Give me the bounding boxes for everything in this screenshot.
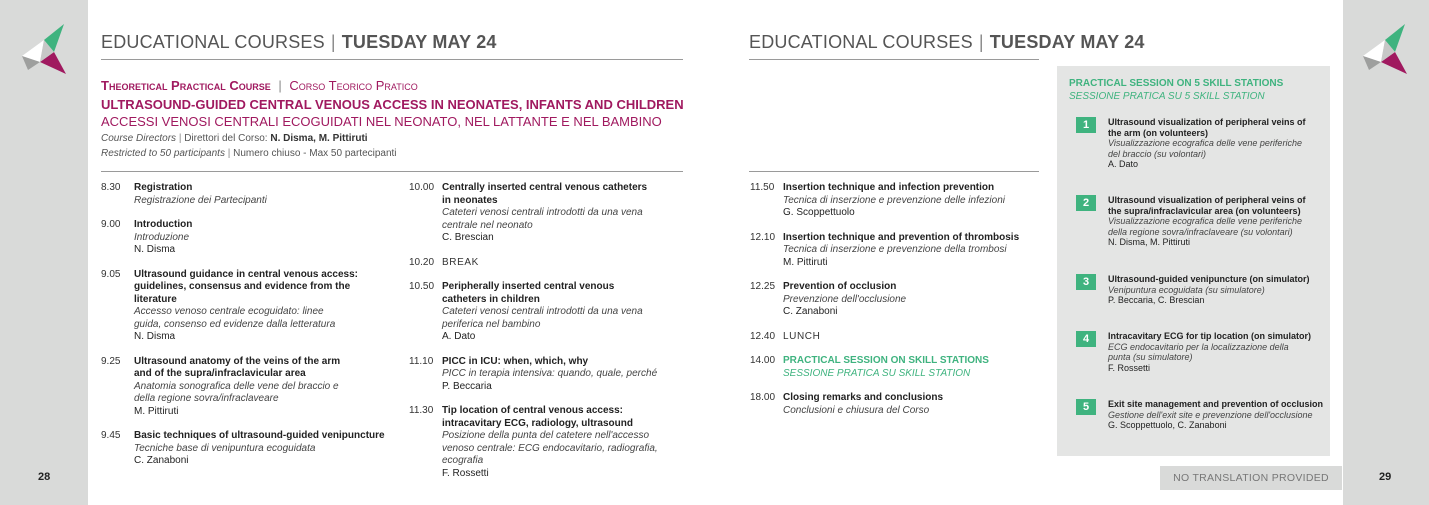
skill-station: 4 Intracavitary ECG for tip location (on simulator) ECG endocavitario per la localizzazione della punta (su simulatore) F. Rossetti: [1076, 331, 1326, 373]
program-practical-session: 14.00 PRACTICAL SESSION ON SKILL STATIONS SESSIONE PRATICA SU SKILL STATION: [750, 355, 989, 379]
program-item: 11.50 Insertion technique and infection prevention Tecnica di inserzione e prevenzione delle infezioni G. Scoppettuolo: [750, 182, 1005, 218]
station-number-badge: 5: [1076, 399, 1096, 415]
program-divider: [101, 171, 683, 172]
program-item: 10.50 Peripherally inserted central venous catheters in children Cateteri venosi centrali introdotti da una vena periferica nel bambino A. Dato: [409, 281, 643, 342]
program-break: 10.20 BREAK: [409, 256, 479, 268]
congress-logo-icon: [1355, 18, 1415, 78]
program-item: 10.00 Centrally inserted central venous catheters in neonates Cateteri venosi centrali introdotti da una vena centrale nel neonato C. Brescian: [409, 182, 648, 243]
course-type: Theoretical Practical Course | Corso Teorico Pratico: [101, 78, 418, 93]
header-divider: [749, 59, 1039, 60]
course-title-en: ULTRASOUND-GUIDED CENTRAL VENOUS ACCESS IN NEONATES, INFANTS AND CHILDREN: [101, 97, 684, 112]
program-item: 9.45 Basic techniques of ultrasound-guided venipuncture Tecniche base di venipuntura ecoguidata C. Zanaboni: [101, 430, 385, 466]
page-number-right: 29: [1379, 471, 1392, 483]
page-header-right: EDUCATIONAL COURSES | TUESDAY MAY 24: [749, 32, 1145, 52]
section-title: EDUCATIONAL COURSES: [101, 32, 325, 52]
station-number-badge: 1: [1076, 117, 1096, 133]
page-header-left: EDUCATIONAL COURSES | TUESDAY MAY 24: [101, 32, 497, 52]
program-divider: [749, 171, 1039, 172]
page-number-left: 28: [38, 471, 51, 483]
station-number-badge: 4: [1076, 331, 1096, 347]
date-title: TUESDAY MAY 24: [341, 32, 497, 52]
no-translation-label: NO TRANSLATION PROVIDED: [1160, 466, 1342, 490]
course-title-it: ACCESSI VENOSI CENTRALI ECOGUIDATI NEL NEONATO, NEL LATTANTE E NEL BAMBINO: [101, 114, 662, 129]
header-divider: [101, 59, 683, 60]
date-title: TUESDAY MAY 24: [989, 32, 1145, 52]
station-number-badge: 3: [1076, 274, 1096, 290]
station-number-badge: 2: [1076, 195, 1096, 211]
program-column-1: [101, 182, 391, 480]
program-item: 9.05 Ultrasound guidance in central venous access: guidelines, consensus and evidence from the literature Accesso venoso centrale ecoguidato: linee guida, consenso ed evidenze dalla letteratura N. Disma: [101, 268, 358, 342]
program-item: 11.10 PICC in ICU: when, which, why PICC in terapia intensiva: quando, quale, perché P. Beccaria: [409, 355, 658, 392]
course-restriction: Restricted to 50 participants | Numero chiuso - Max 50 partecipanti: [101, 148, 397, 159]
program-break: 12.40 LUNCH: [750, 330, 821, 342]
skill-station: 5 Exit site management and prevention of occlusion Gestione dell'exit site e prevenzione dell'occlusione G. Scoppettuolo, C. Zanaboni: [1076, 399, 1326, 431]
left-margin-band: [0, 0, 88, 505]
program-item: 9.25 Ultrasound anatomy of the veins of the arm and of the supra/infraclavicular area Anatomia sonografica delle vene del braccio e della regione sovra/infraclaveare M. Pittiruti: [101, 355, 341, 417]
program-item: 12.25 Prevention of occlusion Prevenzione dell'occlusione C. Zanaboni: [750, 281, 907, 317]
program-item: 11.30 Tip location of central venous access: intracavitary ECG, radiology, ultrasound Posizione della punta del catetere nell'accesso venoso centrale: ECG endocavitario, radiografia, ecografia F. Rossetti: [409, 405, 658, 479]
program-column-3: [750, 182, 1040, 429]
panel-title: PRACTICAL SESSION ON 5 SKILL STATIONS: [1069, 78, 1284, 89]
program-item: 9.00 Introduction Introduzione N. Disma: [101, 219, 193, 255]
skill-station: 3 Ultrasound-guided venipuncture (on simulator) Venipuntura ecoguidata (su simulatore) P. Beccaria, C. Brescian: [1076, 274, 1326, 306]
course-type-it: Corso Teorico Pratico: [289, 78, 418, 93]
program-column-2: [409, 182, 684, 492]
program-item: 18.00 Closing remarks and conclusions Conclusioni e chiusura del Corso: [750, 392, 944, 416]
program-item: 12.10 Insertion technique and prevention of thrombosis Tecnica di inserzione e prevenzione della trombosi M. Pittiruti: [750, 231, 1020, 268]
panel-subtitle: SESSIONE PRATICA SU 5 SKILL STATION: [1069, 91, 1265, 102]
course-type-en: Theoretical Practical Course: [101, 78, 271, 93]
program-item: 8.30 Registration Registrazione dei Partecipanti: [101, 182, 267, 206]
skill-stations-panel: [1057, 66, 1330, 456]
right-margin-band: [1343, 0, 1429, 505]
course-directors: Course Directors | Direttori del Corso: N. Disma, M. Pittiruti: [101, 133, 368, 144]
skill-station: 1 Ultrasound visualization of peripheral veins of the arm (on volunteers) Visualizzazione ecografica delle vene periferiche del braccio (su volontari) A. Dato: [1076, 117, 1326, 170]
skill-station: 2 Ultrasound visualization of peripheral veins of the supra/infraclavicular area (on volunteers) Visualizzazione ecografica delle vene periferiche della regione sovra/infraclaveare (su volontari) N. Disma, M. Pittiruti: [1076, 195, 1326, 248]
congress-logo-icon: [14, 18, 74, 78]
section-title: EDUCATIONAL COURSES: [749, 32, 973, 52]
